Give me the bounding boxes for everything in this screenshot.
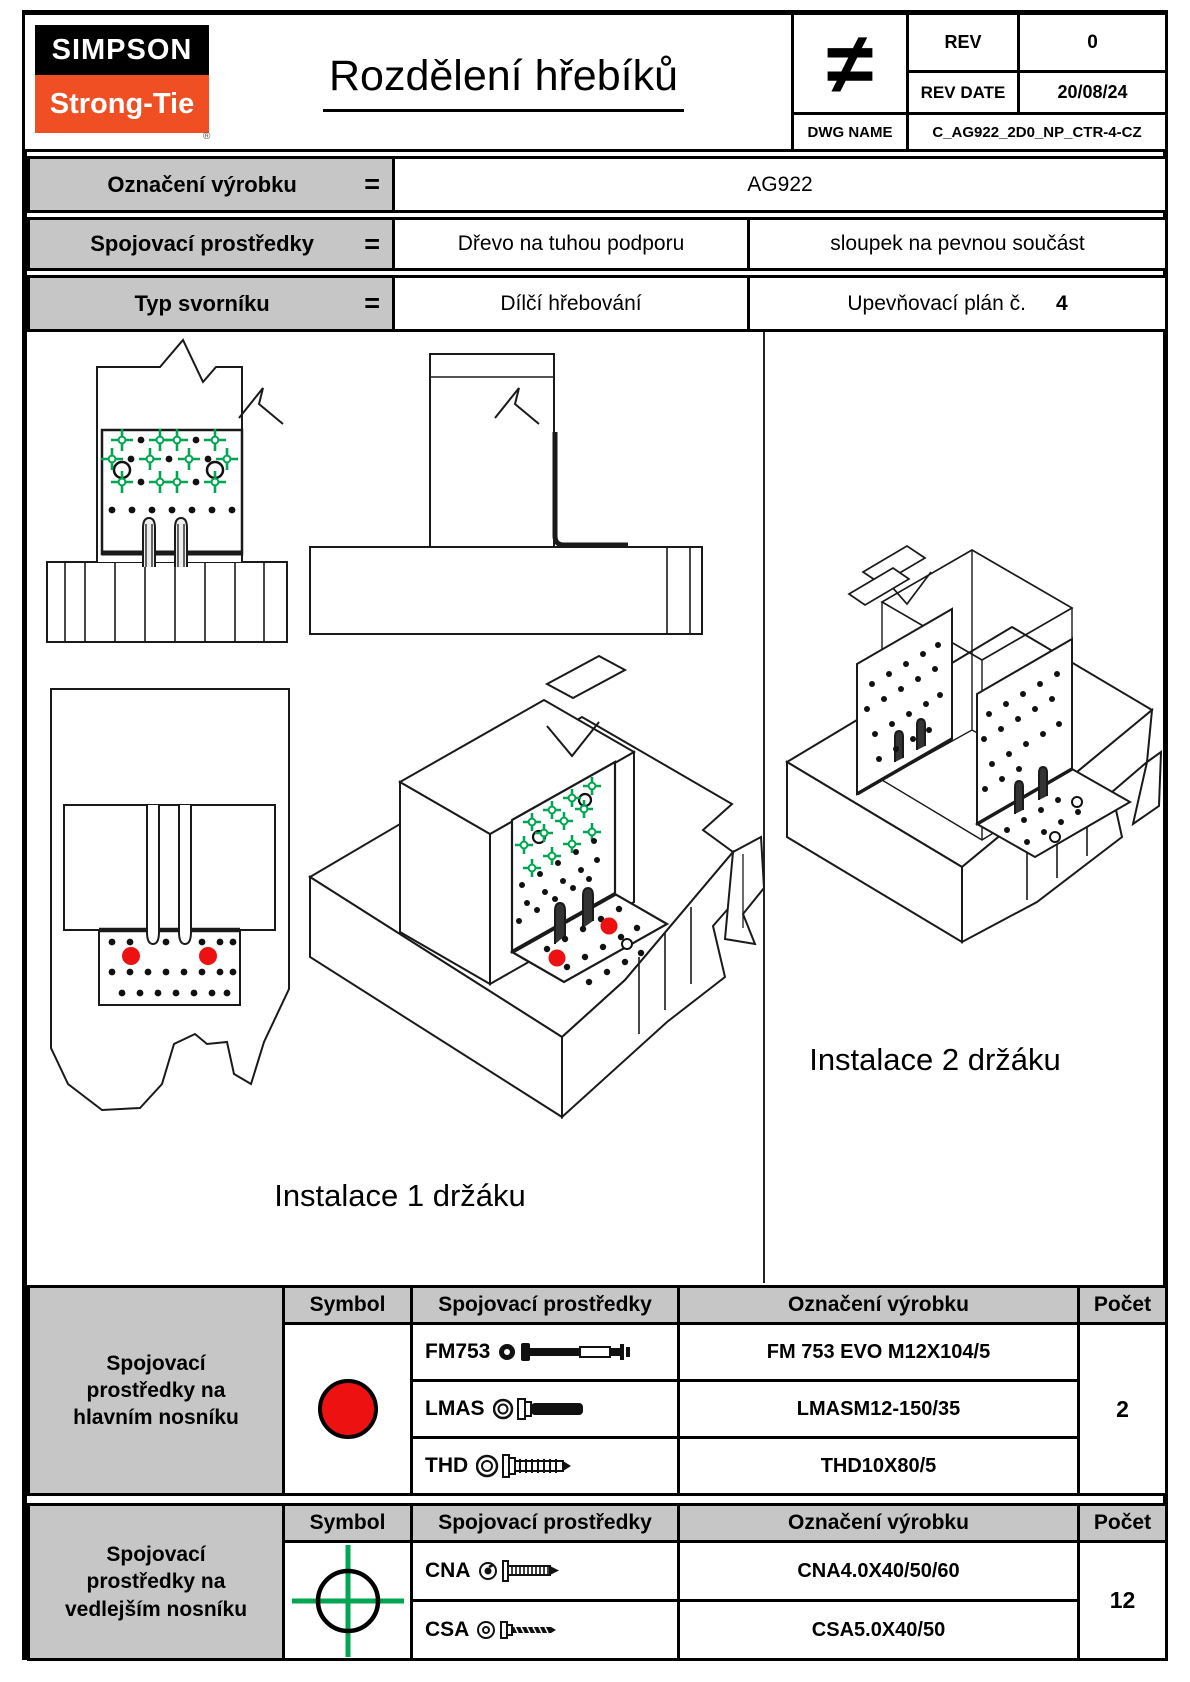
table2-product-csa-cell: CSA5.0X40/50 (677, 1599, 1080, 1661)
side-view-drawing (310, 354, 702, 634)
info-row-product-label-cell (27, 156, 395, 213)
dwg-name-value: C_AG922_2D0_NP_CTR-4-CZ (932, 123, 1142, 141)
table2-product-header: Označení výrobku (677, 1503, 1080, 1543)
not-equal-icon: ≠ (826, 15, 874, 112)
info-label-product: Označení výrobku (107, 171, 297, 197)
table2-product-cna-cell: CNA4.0X40/50/60 (677, 1540, 1080, 1602)
table2-count-header: Počet (1077, 1503, 1168, 1543)
table1-symbol-header: Symbol (282, 1285, 413, 1325)
info-label-fasteners: Spojovací prostředky (90, 231, 314, 256)
front-view-drawing (47, 340, 287, 642)
product-code: AG922 (747, 172, 813, 196)
nailing-type: Dílčí hřebování (500, 291, 642, 315)
table1-fastener-fm753-cell (410, 1322, 680, 1382)
fastening-plan-label: Upevňovací plán č. (847, 291, 1026, 315)
table1-count-cell: 2 (1077, 1322, 1168, 1496)
fastener-code: FM753 (425, 1340, 491, 1363)
info-value-fasteners-left-cell (392, 217, 750, 271)
info-row-fasteners-label-cell (27, 217, 395, 271)
table2-row-label: Spojovací prostředky na vedlejším nosníku (64, 1543, 248, 1621)
not-equal-cell (791, 12, 909, 115)
rev-value-cell (1017, 12, 1168, 73)
rev-date-value: 20/08/24 (1057, 82, 1128, 102)
strongtie-logo (35, 75, 209, 133)
lmas-bolt-icon (493, 1394, 623, 1424)
sheet-title: Rozdělení hřebíků (323, 52, 684, 112)
info-value-fasteners-right-cell (747, 217, 1168, 271)
logo-text-simpson: SIMPSON (51, 33, 193, 66)
thd-screw-icon (476, 1450, 606, 1482)
table2-row-label-cell (27, 1503, 285, 1661)
break-symbol-icon (239, 388, 283, 424)
simpson-logo (35, 25, 209, 75)
table1-fastener-lmas-cell (410, 1379, 680, 1439)
rev-date-label: REV DATE (920, 82, 1006, 102)
fastener-condition-right: sloupek na pevnou součást (830, 232, 1085, 255)
table2-fastener-csa-cell (410, 1599, 680, 1661)
installation-drawings (27, 332, 1163, 1283)
rev-value: 0 (1087, 31, 1098, 53)
isometric-installation-1-drawing (310, 656, 764, 1117)
table1-row-label-cell (27, 1285, 285, 1496)
equals-sign: = (364, 228, 380, 259)
dwg-name-label-cell (791, 112, 909, 152)
logo-cell (22, 12, 219, 152)
fastening-plan-number: 4 (1055, 291, 1068, 315)
fastener-code: CNA (425, 1559, 471, 1582)
table1-product-header: Označení výrobku (677, 1285, 1080, 1325)
fastener-condition-left: Dřevo na tuhou podporu (457, 232, 685, 255)
equals-sign: = (364, 288, 380, 318)
equals-sign: = (364, 169, 380, 199)
rev-label-cell (906, 12, 1020, 73)
table2-symbol-cell (282, 1540, 413, 1661)
underside-view-drawing (51, 689, 289, 1110)
registered-mark: ® (203, 131, 211, 142)
isometric-installation-2-drawing (787, 546, 1161, 942)
table1-count-header: Počet (1077, 1285, 1168, 1325)
table1-row-label: Spojovací prostředky na hlavním nosníku (73, 1351, 239, 1430)
table2-fastener-header: Spojovací prostředky (410, 1503, 680, 1543)
table1-fastener-thd-cell (410, 1436, 680, 1496)
fastener-code: THD (425, 1454, 469, 1477)
installation-2-label: Instalace 2 držáku (809, 1042, 1061, 1077)
info-value-plan-cell (747, 275, 1168, 332)
title-cell (216, 12, 794, 152)
fastener-code: CSA (425, 1618, 470, 1641)
dwg-name-value-cell (906, 112, 1168, 152)
info-value-nailing-cell (392, 275, 750, 332)
table1-product-lmas-cell: LMASM12-150/35 (677, 1379, 1080, 1439)
main-beam-fastener-symbol-icon (315, 1376, 381, 1442)
table1-symbol-cell (282, 1322, 413, 1496)
table1-product-thd-cell: THD10X80/5 (677, 1436, 1080, 1496)
logo-text-strongtie: Strong-Tie (49, 87, 195, 120)
table1-fastener-header: Spojovací prostředky (410, 1285, 680, 1325)
fastener-code: LMAS (425, 1397, 485, 1420)
table2-count-cell: 12 (1077, 1540, 1168, 1661)
table1-product-fm753-cell: FM 753 EVO M12X104/5 (677, 1322, 1080, 1382)
table2-fastener-cna-cell (410, 1540, 680, 1602)
info-label-bolt-type: Typ svorníku (134, 290, 270, 316)
info-value-product-cell (392, 156, 1168, 213)
rev-label: REV (944, 32, 982, 52)
fm753-bolt-icon (498, 1337, 648, 1367)
csa-screw-icon (477, 1615, 597, 1645)
installation-1-label: Instalace 1 držáku (274, 1178, 526, 1213)
info-row-bolt-type-label-cell (27, 275, 395, 332)
table2-symbol-header: Symbol (282, 1503, 413, 1543)
rev-date-label-cell (906, 70, 1020, 115)
cna-nail-icon (479, 1556, 599, 1586)
secondary-beam-fastener-symbol-icon (290, 1543, 406, 1659)
dwg-name-label: DWG NAME (807, 123, 893, 141)
rev-date-value-cell (1017, 70, 1168, 115)
